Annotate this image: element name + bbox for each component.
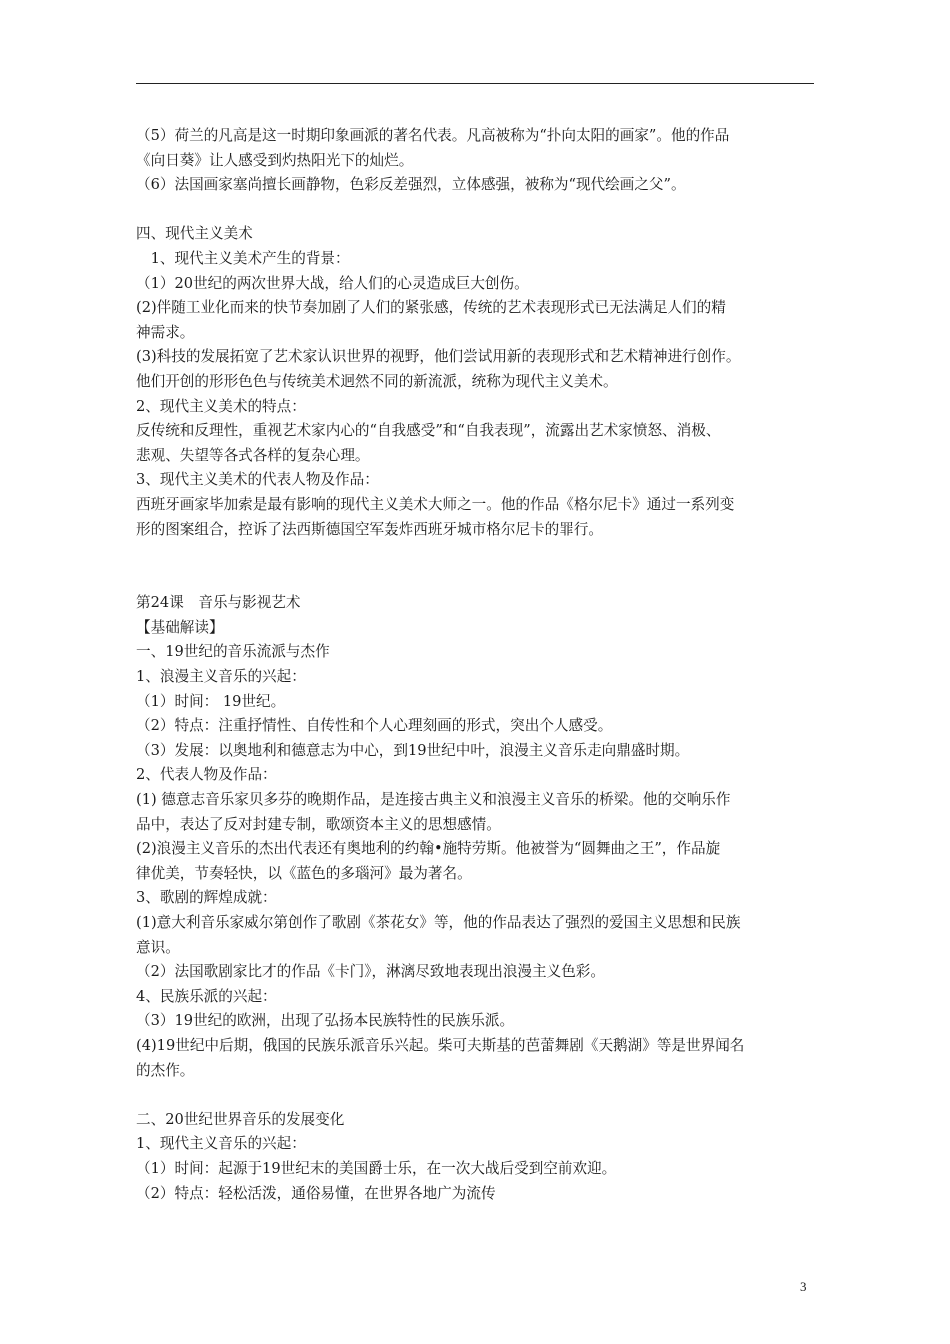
subsection-heading: 1、浪漫主义音乐的兴起：	[136, 668, 306, 686]
subsection-heading: 1、现代主义美术产生的背景：	[136, 249, 350, 267]
text-line: 《向日葵》让人感受到灼热阳光下的灿烂。	[136, 151, 414, 169]
text-line: 形的图案组合，控诉了法西斯德国空军轰炸西班牙城市格尔尼卡的罪行。	[136, 520, 604, 538]
text-line: （2）特点：注重抒情性、自传性和个人心理刻画的形式，突出个人感受。	[136, 717, 613, 735]
blank-line	[136, 567, 820, 592]
section-heading: 【基础解读】	[136, 618, 224, 636]
text-line: (1)意大利音乐家威尔第创作了歌剧《茶花女》等，他的作品表达了强烈的爱国主义思想和民族	[136, 914, 741, 931]
section-heading: 一、19世纪的音乐流派与杰作	[136, 643, 330, 661]
text-line: (4)19世纪中后期，俄国的民族乐派音乐兴起。柴可夫斯基的芭蕾舞剧《天鹅湖》等是世界闻名	[136, 1036, 745, 1054]
page-number: 3	[800, 1279, 807, 1294]
text-line: 西班牙画家毕加索是最有影响的现代主义美术大师之一。他的作品《格尔尼卡》通过一系列变	[136, 495, 735, 513]
section-heading: 四、现代主义美术	[136, 225, 253, 243]
text-line: (2)浪漫主义音乐的杰出代表还有奥地利的约翰•施特劳斯。他被誉为“圆舞曲之王”，作品旋	[136, 840, 721, 858]
text-line: (3)科技的发展拓宽了艺术家认识世界的视野，他们尝试用新的表现形式和艺术精神进行创作。	[136, 348, 741, 366]
text-line: 神需求。	[136, 323, 195, 341]
text-line: 意识。	[136, 938, 180, 956]
text-line: (2)伴随工业化而来的快节奏加剧了人们的紧张感，传统的艺术表现形式已无法满足人们的精	[136, 299, 726, 317]
blank-line	[136, 198, 820, 223]
text-line: （1）时间： 19世纪。	[136, 692, 286, 710]
text-line: 悲观、失望等各式各样的复杂心理。	[136, 446, 370, 464]
text-line: (1) 德意志音乐家贝多芬的晚期作品，是连接古典主义和浪漫主义音乐的桥梁。他的交响乐作	[136, 791, 731, 809]
text-line: 反传统和反理性，重视艺术家内心的“自我感受”和“自我表现”，流露出艺术家愤怒、消极、	[136, 422, 721, 440]
subsection-heading: 2、现代主义美术的特点：	[136, 397, 306, 415]
header-rule	[136, 83, 814, 84]
blank-line	[136, 1083, 820, 1108]
subsection-heading: 4、民族乐派的兴起：	[136, 987, 277, 1005]
text-line: 律优美，节奏轻快，以《蓝色的多瑙河》最为著名。	[136, 864, 472, 882]
text-line: （3）发展：以奥地利和德意志为中心，到19世纪中叶，浪漫主义音乐走向鼎盛时期。	[136, 741, 690, 759]
subsection-heading: 3、歌剧的辉煌成就：	[136, 889, 277, 907]
text-line: （1）时间：起源于19世纪末的美国爵士乐，在一次大战后受到空前欢迎。	[136, 1159, 617, 1177]
text-line: （5）荷兰的凡高是这一时期印象画派的著名代表。凡高被称为“扑向太阳的画家”。他的作品	[136, 127, 730, 144]
text-line: （1）20世纪的两次世界大战，给人们的心灵造成巨大创伤。	[136, 274, 529, 292]
text-line: （2）特点：轻松活泼，通俗易懂，在世界各地广为流传	[136, 1184, 496, 1202]
text-line: （3）19世纪的欧洲，出现了弘扬本民族特性的民族乐派。	[136, 1012, 515, 1030]
text-line: （2）法国歌剧家比才的作品《卡门》，淋漓尽致地表现出浪漫主义色彩。	[136, 963, 605, 981]
document-body	[136, 124, 820, 1206]
text-line: 品中，表达了反对封建专制，歌颂资本主义的思想感情。	[136, 815, 501, 833]
text-line: 他们开创的形形色色与传统美术迥然不同的新流派，统称为现代主义美术。	[136, 372, 618, 390]
text-line: （6）法国画家塞尚擅长画静物，色彩反差强烈，立体感强，被称为“现代绘画之父”。	[136, 176, 686, 194]
subsection-heading: 1、现代主义音乐的兴起：	[136, 1135, 306, 1153]
subsection-heading: 3、现代主义美术的代表人物及作品：	[136, 471, 379, 489]
section-heading: 二、20世纪世界音乐的发展变化	[136, 1110, 345, 1128]
blank-line	[136, 542, 820, 567]
lesson-title: 第24课 音乐与影视艺术	[136, 594, 301, 612]
subsection-heading: 2、代表人物及作品：	[136, 766, 277, 784]
text-line: 的杰作。	[136, 1061, 195, 1079]
